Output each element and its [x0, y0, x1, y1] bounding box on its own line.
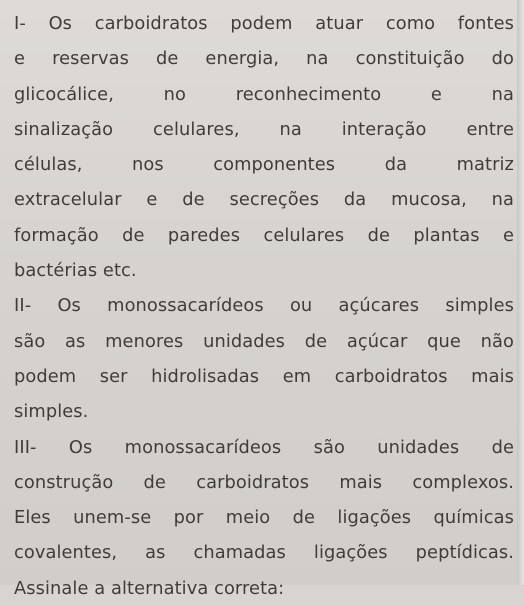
statement-2-line: simples. — [14, 401, 89, 423]
statement-1-line: formação de paredes celulares de plantas e — [14, 224, 514, 246]
statement-1-line: bactérias etc. — [14, 260, 137, 282]
statement-3-line: Eles unem-se por meio de ligações químicas — [14, 507, 514, 529]
statement-2-line: podem ser hidrolisadas em carboidratos mais — [14, 365, 514, 387]
question-text — [14, 6, 514, 606]
statement-1-line: glicocálice, no reconhecimento e na — [14, 83, 514, 105]
statement-1-line: extracelular e de secreções da mucosa, na — [14, 189, 514, 211]
statement-2-line: são as menores unidades de açúcar que não — [14, 330, 514, 352]
statement-3-line: III- Os monossacarídeos são unidades de — [14, 436, 514, 458]
statement-1-line: I- Os carboidratos podem atuar como fontes — [14, 13, 514, 34]
statement-1-line: e reservas de energia, na constituição do — [14, 48, 514, 70]
page-edge — [517, 0, 524, 585]
statement-1-line: sinalização celulares, na interação entre — [14, 118, 514, 140]
statement-1-line: células, nos componentes da matriz — [14, 154, 514, 176]
instruction-text: Assinale a alternativa correta: — [14, 577, 285, 599]
statement-3-line: covalentes, as chamadas ligações peptídicas. — [14, 542, 514, 564]
statement-2-line: II- Os monossacarídeos ou açúcares simples — [14, 295, 514, 317]
statement-3-line: construção de carboidratos mais complexos. — [14, 471, 514, 493]
